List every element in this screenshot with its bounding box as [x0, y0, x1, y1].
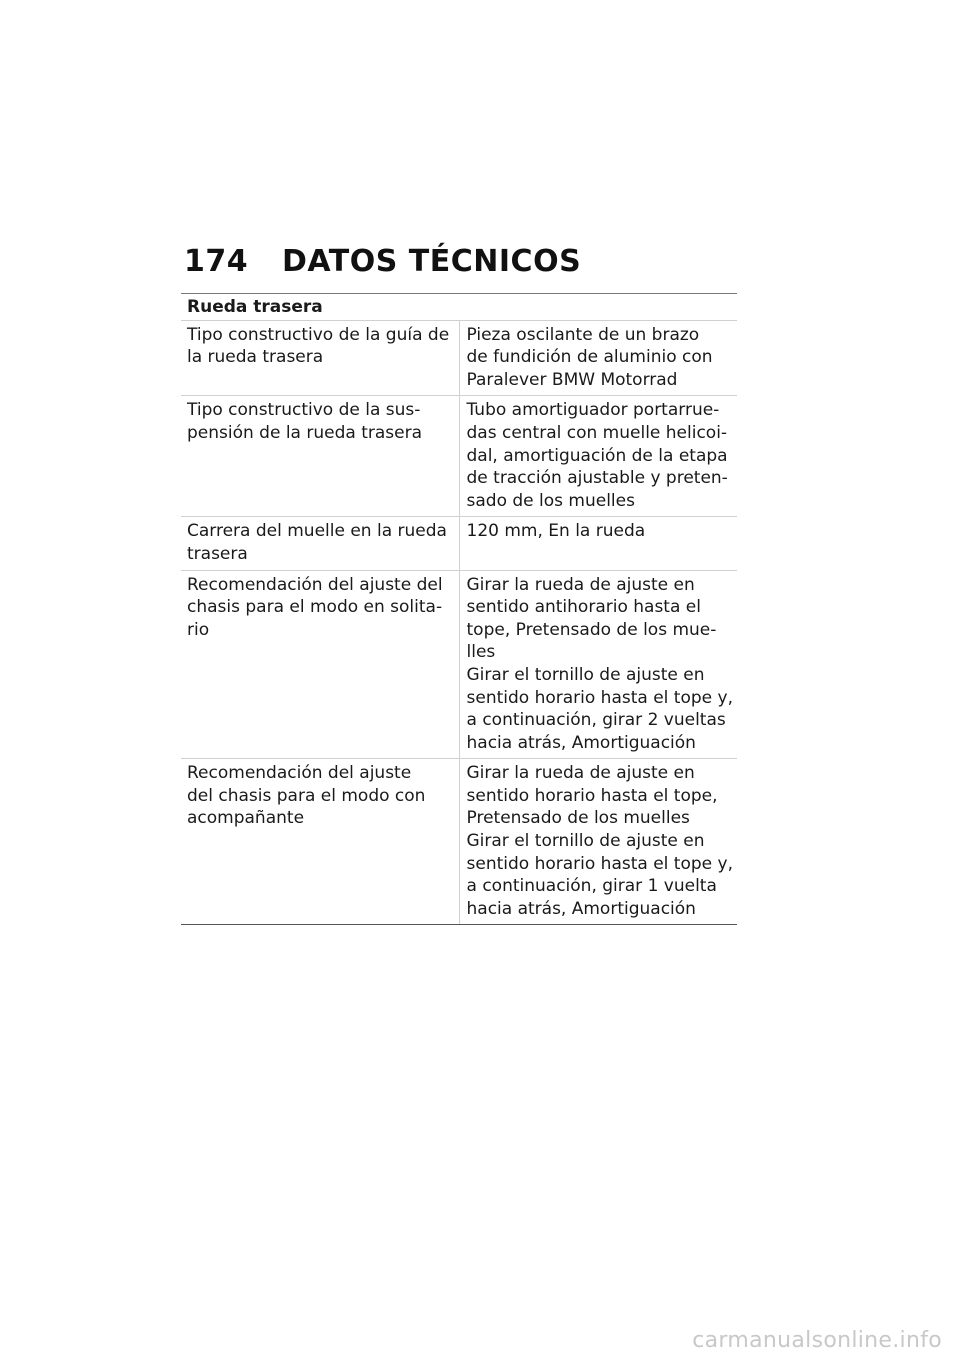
label-line: Tipo constructivo de la sus- [187, 400, 421, 421]
value-line: sentido antihorario hasta el [466, 597, 701, 618]
value-line: hacia atrás, Amortiguación [466, 898, 696, 919]
value-line: 120 mm, En la rueda [466, 521, 646, 542]
watermark: carmanualsonline.info [692, 1328, 942, 1353]
value-line: Paralever BMW Motorrad [466, 369, 678, 390]
label-line: rio [187, 619, 210, 640]
spec-label [181, 570, 459, 759]
value-line: sentido horario hasta el tope y, [466, 687, 733, 708]
label-line: Tipo constructivo de la guía de [187, 324, 450, 345]
spec-value [459, 517, 737, 570]
label-line: Carrera del muelle en la rueda [187, 521, 447, 542]
page-title: DATOS TÉCNICOS [282, 244, 582, 279]
spec-value [459, 396, 737, 517]
value-line: lles [466, 642, 496, 663]
label-line: chasis para el modo en solita- [187, 597, 443, 618]
spec-label [181, 517, 459, 570]
label-line: la rueda trasera [187, 347, 324, 368]
value-line: Girar la rueda de ajuste en [466, 763, 695, 784]
value-line: Girar el tornillo de ajuste en [466, 831, 705, 852]
value-line: Pieza oscilante de un brazo [466, 324, 700, 345]
table-row [181, 759, 737, 925]
spec-label [181, 396, 459, 517]
spec-label [181, 320, 459, 396]
section-header-row [181, 294, 737, 321]
page-number: 174 [184, 244, 249, 279]
label-line: del chasis para el modo con [187, 785, 426, 806]
table-row [181, 396, 737, 517]
label-line: pensión de la rueda trasera [187, 422, 423, 443]
value-line: a continuación, girar 1 vuelta [466, 876, 717, 897]
spec-value [459, 759, 737, 925]
value-line: tope, Pretensado de los mue- [466, 619, 717, 640]
value-line: sentido horario hasta el tope, [466, 785, 718, 806]
section-title: Rueda trasera [181, 294, 737, 321]
page-header [184, 244, 581, 279]
label-line: trasera [187, 543, 248, 564]
spec-value [459, 320, 737, 396]
label-line: Recomendación del ajuste [187, 763, 412, 784]
value-line: de tracción ajustable y preten- [466, 468, 728, 489]
value-line: sado de los muelles [466, 490, 635, 511]
value-line: Girar la rueda de ajuste en [466, 574, 695, 595]
value-line: das central con muelle helicoi- [466, 422, 728, 443]
table-row [181, 570, 737, 759]
value-line: a continuación, girar 2 vueltas [466, 710, 726, 731]
value-line: Tubo amortiguador portarrue- [466, 400, 720, 421]
spec-label [181, 759, 459, 925]
value-line: dal, amortiguación de la etapa [466, 445, 728, 466]
value-line: hacia atrás, Amortiguación [466, 732, 696, 753]
table-row [181, 320, 737, 396]
value-line: Pretensado de los muelles [466, 808, 690, 829]
spec-table [181, 293, 737, 925]
label-line: acompañante [187, 808, 305, 829]
spec-value [459, 570, 737, 759]
label-line: Recomendación del ajuste del [187, 574, 443, 595]
table-row [181, 517, 737, 570]
value-line: de fundición de aluminio con [466, 347, 713, 368]
value-line: sentido horario hasta el tope y, [466, 853, 733, 874]
value-line: Girar el tornillo de ajuste en [466, 664, 705, 685]
